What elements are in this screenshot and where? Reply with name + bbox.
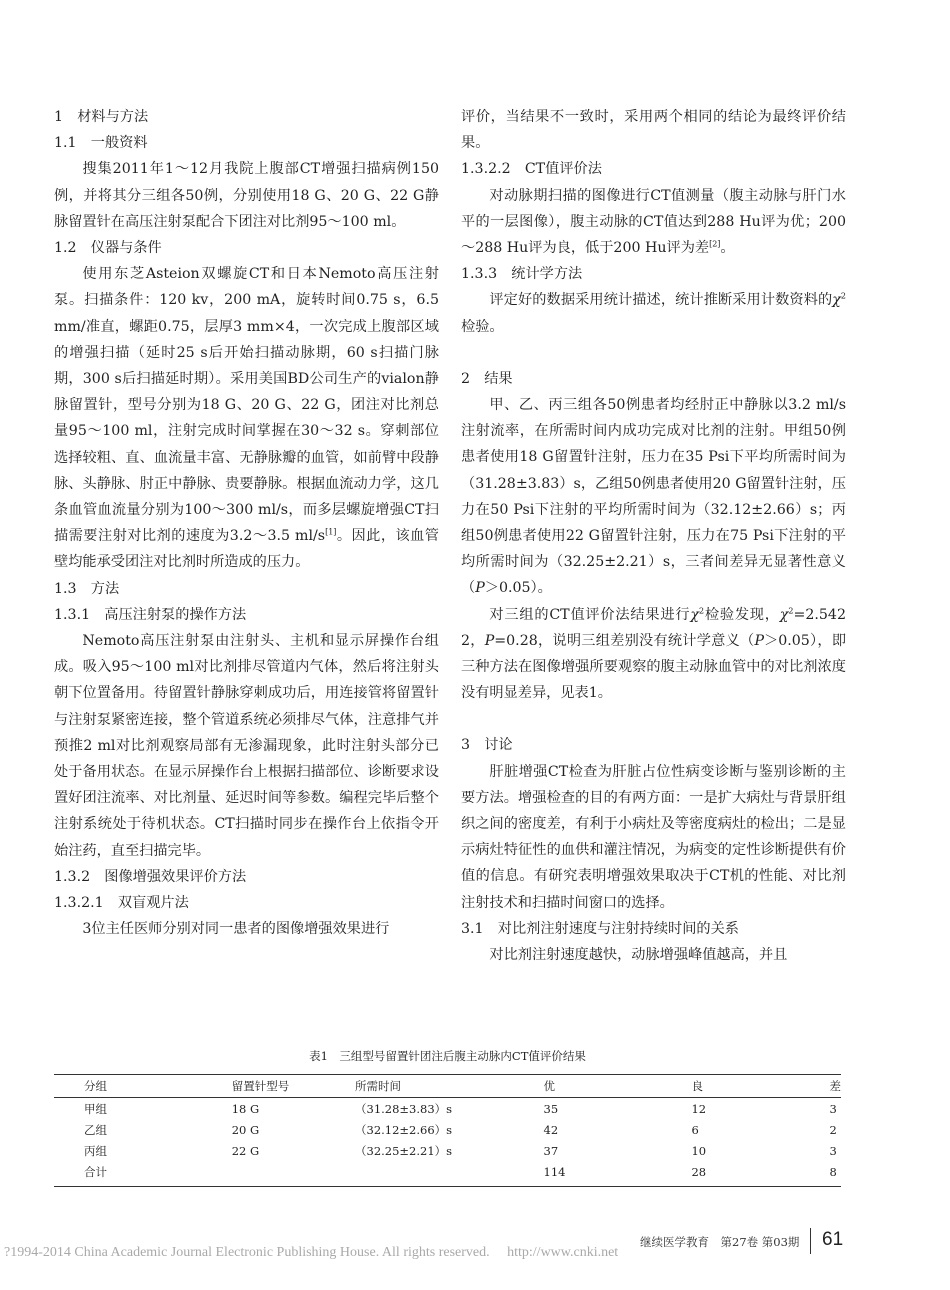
paragraph-1-3-2-2-text-a: 对动脉期扫描的图像进行CT值测量（腹主动脉与肝门水平的一层图像），腹主动脉的CT值达到288 Hu评为优；200～288 Hu评为良，低于200 Hu评为差 (461, 187, 846, 257)
section-heading-1: 1 材料与方法 (54, 109, 149, 125)
table-cell: 28 (661, 1161, 799, 1187)
table-cell: 3 (829, 1144, 837, 1158)
paragraph-1-3-3-text-a: 评定好的数据采用统计描述，统计推断采用计数资料的 (489, 292, 833, 309)
superscript-2: 2 (698, 605, 705, 615)
section-heading-1-3-1: 1.3.1 高压注射泵的操作方法 (54, 606, 247, 623)
table-cell: 合计 (54, 1161, 202, 1187)
table-cell (202, 1161, 325, 1187)
table-cell: 6 (691, 1123, 699, 1137)
section-gap (461, 706, 846, 732)
section-heading-1-3-2-2: 1.3.2.2 CT值评价法 (461, 161, 602, 178)
superscript-2: 2 (788, 605, 794, 615)
copyright-watermark: ?1994-2014 China Academic Journal Electronic Publishing House. All rights reserved. http://www.cnki.net (4, 1245, 619, 1260)
table-row (54, 1098, 841, 1120)
section-heading-1-3-3: 1.3.3 统计学方法 (461, 266, 583, 283)
table-caption: 表1 三组型号留置针团注后腹主动脉内CT值评价结果 (309, 1049, 586, 1063)
paragraph-1-2-text-b: 。因此，该血管壁均能承受团注对比剂时所造成的压力。 (54, 528, 439, 571)
paragraph-2-2-text-d: =0.28，说明三组差别没有统计学意义（ (494, 632, 755, 649)
table-cell: 3 (829, 1102, 837, 1116)
paragraph-3-1: 对比剂注射速度越快，动脉增强峰值越高，并且 (489, 947, 788, 964)
paragraph-3: 肝脏增强CT检查为肝脏占位性病变诊断与鉴别诊断的主要方法。增强检查的目的有两方面：一是扩大病灶与背景肝组织之间的密度差，有利于小病灶及等密度病灶的检出；二是显示病灶特征性的血供和灌注情况，为病变的定性诊断提供有价值的信息。有研究表明增强效果取决于CT机的性能、对比剂注射技术和扫描时间窗口的选择。 (461, 763, 846, 911)
section-heading-1-2: 1.2 仪器与条件 (54, 240, 162, 257)
table-header-cell: 优 (514, 1075, 662, 1098)
paragraph-continued: 评价，当结果不一致时，采用两个相同的结论为最终评价结果。 (461, 109, 846, 152)
paragraph-1-3-2-2 (461, 183, 846, 262)
section-heading-1-3: 1.3 方法 (54, 580, 120, 597)
table-cell: 乙组 (84, 1123, 107, 1137)
paragraph-2-2 (461, 602, 846, 707)
table-cell: 丙组 (84, 1144, 107, 1158)
paragraph-1-3-1: Nemoto高压注射泵由注射头、主机和显示屏操作台组成。吸入95～100 ml对比剂排尽管道内气体，然后将注射头朝下位置备用。待留置针静脉穿刺成功后，用连接管将留置针与注射泵紧密连接，整个管道系统必须排尽气体，注意排气并预推2 ml对比剂观察局部有无渗漏现象，此时注射头部分已处于备用状态。在显示屏操作台上根据扫描部位、诊断要求设置好团注流率、对比剂量、延迟时间等参数。编程完毕后整个注射系统处于待机状态。CT扫描时同步在操作台上依指令开始注药，直至扫描完毕。 (54, 633, 439, 859)
right-column (461, 104, 846, 968)
table-cell: 18 G (231, 1102, 260, 1116)
paragraph-2-1-text-a: 甲、乙、丙三组各50例患者均经肘正中静脉以3.2 ml/s注射流率，在所需时间内成功完成对比剂的注射。甲组50例患者使用18 G留置针注射，压力在35 Psi下平均所需时间为（31.28±3.83）s，乙组50例患者使用20 G留置针注射，压力在50 Psi下注射的平均所需时间为（32.12±2.66）s；丙组50例患者使用22 G留置针注射，压力在75 Psi下注射的平均所需时间为（32.25±2.21）s，三者间差异无显著性意义（ (461, 397, 846, 597)
chi-symbol: χ (832, 292, 841, 309)
table-cell (325, 1161, 514, 1187)
table-cell: （32.25±2.21）s (355, 1144, 453, 1158)
table-cell: 35 (543, 1102, 559, 1116)
chi-symbol: χ (690, 606, 699, 623)
citation-1: [1] (325, 527, 337, 537)
table-cell: 114 (514, 1161, 662, 1187)
table-header-cell: 差 (800, 1075, 842, 1098)
table-cell: 12 (691, 1102, 707, 1116)
p-symbol: P (484, 632, 495, 649)
section-heading-3: 3 讨论 (461, 737, 513, 754)
table-cell: 37 (543, 1144, 559, 1158)
results-table-container (54, 1048, 841, 1187)
table-cell: 2 (829, 1123, 837, 1137)
section-heading-1-3-2-1: 1.3.2.1 双盲观片法 (54, 895, 189, 912)
table-header-row (54, 1075, 841, 1098)
table-row-total (54, 1161, 841, 1187)
section-heading-1-3-2: 1.3.2 图像增强效果评价方法 (54, 868, 247, 885)
table-header-cell: 留置针型号 (202, 1075, 325, 1098)
paragraph-2-1 (461, 392, 846, 602)
page-number: 61 (822, 1229, 844, 1250)
table-cell: 10 (691, 1144, 707, 1158)
table-cell: 42 (543, 1123, 559, 1137)
citation-2: [2] (709, 239, 721, 249)
journal-name: 继续医学教育 第27卷 第03期 (640, 1235, 800, 1249)
paragraph-1-2 (54, 261, 439, 575)
table-cell: 8 (800, 1161, 842, 1187)
results-table (54, 1074, 841, 1187)
paragraph-1-2-text-a: 使用东芝Asteion双螺旋CT和日本Nemoto高压注射泵。扫描条件：120 kv，200 mA，旋转时间0.75 s，6.5 mm/准直，螺距0.75，层厚3 mm×4，一次完成上腹部区域的增强扫描（延时25 s后开始扫描动脉期，60 s扫描门脉期，300 s后扫描延时期）。采用美国BD公司生产的vialon静脉留置针，型号分别为18 G、20 G、22 G，团注对比剂总量95～100 ml，注射完成时间掌握在30～32 s。穿刺部位选择较粗、直、血流量丰富、无静脉瓣的血管，如前臂中段静脉、头静脉、肘正中静脉、贵要静脉。根据血流动力学，这几条血管血流量分别为100～300 ml/s，而多层螺旋增强CT扫描需要注射对比剂的速度为3.2～3.5 ml/s (54, 266, 439, 545)
table-cell: 22 G (231, 1144, 260, 1158)
paragraph-2-2-text-e: ＞0.05），即三种方法在图像增强所要观察的腹主动脉血管中的对比剂浓度没有明显差异，见表1。 (461, 632, 847, 702)
paragraph-2-2-text-a: 对三组的CT值评价法结果进行 (489, 606, 691, 623)
p-symbol: P (475, 580, 485, 597)
paragraph-2-2-text-c: =2.542 2， (461, 606, 846, 649)
paragraph-1-3-3 (461, 287, 846, 339)
table-header-cell: 良 (661, 1075, 799, 1098)
paragraph-1-3-3-text-b: 检验。 (461, 318, 504, 335)
section-heading-1-1: 1.1 一般资料 (54, 135, 148, 152)
table-cell: 甲组 (84, 1102, 107, 1116)
footer-divider (810, 1228, 811, 1254)
paragraph-1-3-2-1: 3位主任医师分别对同一患者的图像增强效果进行 (82, 921, 390, 938)
superscript-2: 2 (840, 291, 846, 301)
paragraph-2-1-text-b: ＞0.05）。 (484, 580, 552, 597)
section-gap (461, 340, 846, 366)
section-heading-3-1: 3.1 对比剂注射速度与注射持续时间的关系 (461, 920, 739, 937)
table-row (54, 1140, 841, 1161)
table-header-cell: 分组 (54, 1075, 202, 1098)
left-column (54, 104, 439, 943)
table-cell: （31.28±3.83）s (355, 1102, 453, 1116)
table-row (54, 1119, 841, 1140)
table-header-cell: 所需时间 (325, 1075, 514, 1098)
paragraph-1-1: 搜集2011年1～12月我院上腹部CT增强扫描病例150例，并将其分三组各50例，分别使用18 G、20 G、22 G静脉留置针在高压注射泵配合下团注对比剂95～100 ml。 (54, 161, 439, 230)
chi-symbol: χ (779, 606, 789, 623)
section-heading-2: 2 结果 (461, 370, 513, 387)
table-cell: （32.12±2.66）s (355, 1123, 453, 1137)
p-symbol: P (754, 632, 765, 649)
paragraph-1-3-2-2-text-b: 。 (720, 240, 735, 257)
table-cell: 20 G (231, 1123, 260, 1137)
paragraph-2-2-text-b: 检验发现， (704, 606, 780, 623)
